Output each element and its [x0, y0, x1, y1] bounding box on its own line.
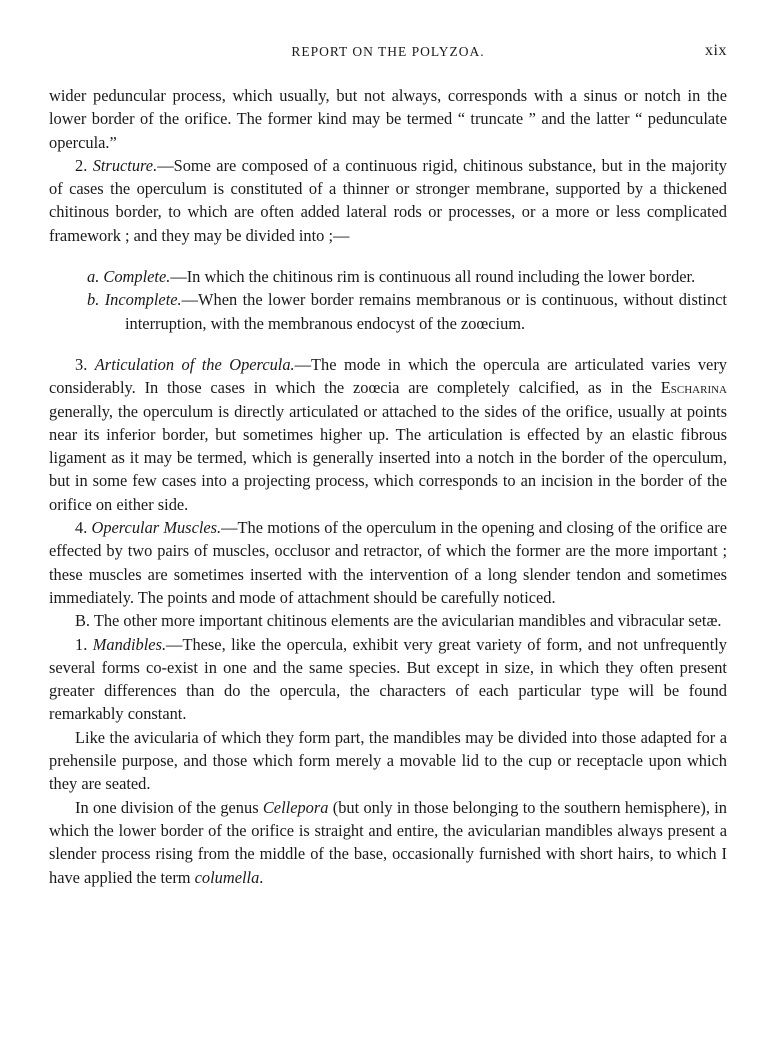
paragraph-continued: wider peduncular process, which usually, but not always, corresponds with a sinus or notch in the lower border of the orifice. The former kind may be termed “ truncate ” and the latter “ pedunculate opercula.”	[49, 86, 727, 152]
paragraph-structure	[49, 154, 727, 247]
paragraph-text: In one division of the genus	[75, 797, 263, 817]
section-heading: Articulation of the Opercula.	[94, 354, 295, 374]
list-item-incomplete	[87, 288, 727, 335]
list-item-complete	[87, 265, 727, 288]
term-columella: columella	[194, 867, 260, 887]
genus-name: Cellepora	[262, 797, 329, 817]
list-heading: Complete.	[103, 267, 171, 287]
list-letter: a.	[87, 267, 100, 287]
page-number: xix	[705, 42, 727, 59]
body-text	[49, 84, 727, 889]
list-heading: Incomplete.	[104, 290, 182, 310]
section-heading: Mandibles.	[92, 634, 167, 654]
page	[49, 40, 727, 889]
paragraph-number: 4.	[75, 518, 88, 538]
paragraph-b: B. The other more important chitinous elements are the avicularian mandibles and vibracular setæ.	[75, 611, 722, 631]
paragraph-number: 1.	[75, 634, 88, 654]
list-letter: b.	[87, 290, 100, 310]
paragraph-text: —The mode in which the opercula are articulated varies very considerably. In those cases in which the zoœcia are completely calcified, as in the	[49, 354, 727, 398]
paragraph-number: 3.	[75, 354, 88, 374]
paragraph-text: generally, the operculum is directly articulated or attached to the sides of the orifice, usually at points near its inferior border, but sometimes higher up. The articulation is effected by an elastic fibrous ligament as it may be termed, which is generally inserted into a notch in the border of the operculum, but in some few cases into a projecting process, which corresponds to an incision in the border of the orifice on either side.	[49, 401, 727, 514]
paragraph-cellepora	[49, 796, 727, 889]
section-heading: Structure.	[92, 155, 158, 175]
running-title: REPORT ON THE POLYZOA.	[291, 44, 485, 59]
operculum-types-list	[87, 265, 727, 335]
paragraph-mandibles	[49, 633, 727, 726]
paragraph-articulation	[49, 353, 727, 516]
paragraph-muscles	[49, 516, 727, 609]
paragraph-text: —These, like the opercula, exhibit very great variety of form, and not unfrequently several forms co-exist in one and the same species. But except in size, in which they often present greater differences than do the opercula, the characters of each particular type will be found remarkably constant.	[49, 634, 727, 724]
taxon-small-caps: Escharina	[660, 378, 727, 398]
paragraph-text: —The motions of the operculum in the opening and closing of the orifice are effected by two pairs of muscles, occlusor and retractor, of which the former are the more important ; these muscles are sometimes inserted with the intervention of a long slender tendon and sometimes immediately. The points and mode of attachment should be carefully noticed.	[49, 518, 727, 607]
paragraph-avicularia: Like the avicularia of which they form part, the mandibles may be divided into those adapted for a prehensile purpose, and those which form merely a movable lid to the cup or receptacle upon which they are seated.	[49, 727, 727, 794]
section-heading: Opercular Muscles.	[91, 518, 222, 538]
running-header	[49, 40, 727, 64]
list-text: —When the lower border remains membranous or is continuous, without distinct interruption, with the membranous endocyst of the zoœcium.	[125, 290, 727, 333]
paragraph-text: (but only in those belonging to the southern hemisphere), in which the lower border of the orifice is straight and entire, the avicularian mandibles always present a slender process rising from the middle of the base, occasionally furnished with short hairs, to which I have applied the term	[49, 797, 727, 887]
list-text: —In which the chitinous rim is continuous all round including the lower border.	[170, 267, 696, 287]
paragraph-text: .	[259, 867, 264, 887]
paragraph-number: 2.	[75, 155, 88, 175]
paragraph-text: —Some are composed of a continuous rigid, chitinous substance, but in the majority of cases the operculum is constituted of a thinner or stronger membrane, supported by a thickened chitinous border, to which are often added lateral rods or processes, or a more or less complicated framework ; and they may be divided into ;—	[49, 155, 727, 245]
